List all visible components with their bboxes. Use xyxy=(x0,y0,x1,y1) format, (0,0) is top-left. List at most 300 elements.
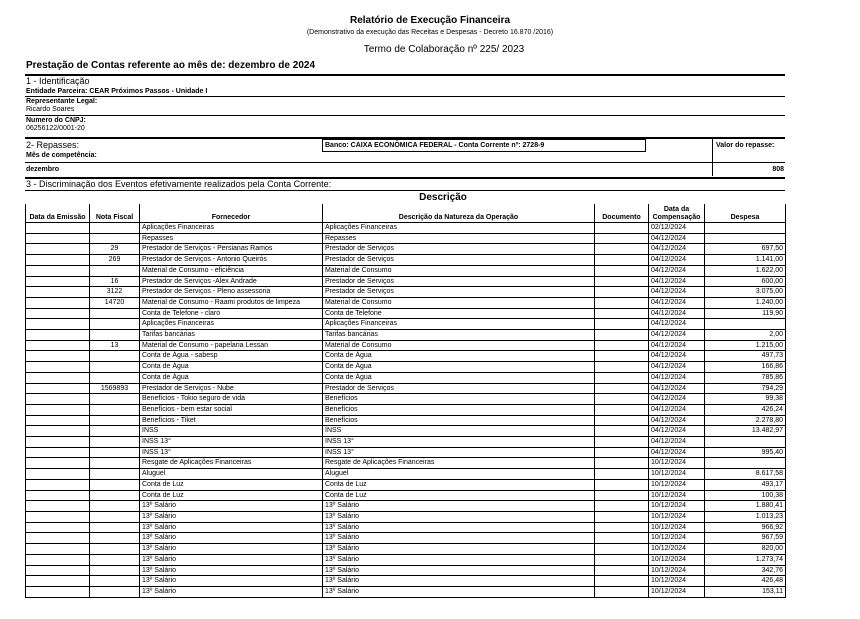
cell-nota-fiscal: 269 xyxy=(90,255,140,266)
cell-despesa xyxy=(705,223,786,234)
cell-documento xyxy=(595,437,649,448)
cell-fornecedor: Material de Consumo - Raami produtos de limpeza xyxy=(140,297,323,308)
cell-despesa: 342,76 xyxy=(705,565,786,576)
cell-natureza: Material de Consumo xyxy=(323,340,595,351)
col-documento: Documento xyxy=(595,204,649,223)
cell-despesa: 820,00 xyxy=(705,544,786,555)
cell-compensacao: 10/12/2024 xyxy=(649,586,705,597)
cell-data-emissao xyxy=(26,308,90,319)
cell-fornecedor: Conta de Água xyxy=(140,372,323,383)
cell-compensacao: 04/12/2024 xyxy=(649,437,705,448)
cell-natureza: 13º Salário xyxy=(323,501,595,512)
table-row xyxy=(26,319,786,330)
eventos-table xyxy=(25,204,786,598)
cell-fornecedor: 13º Salário xyxy=(140,522,323,533)
cell-compensacao: 04/12/2024 xyxy=(649,233,705,244)
cell-nota-fiscal xyxy=(90,479,140,490)
divider xyxy=(25,115,785,116)
cell-compensacao: 10/12/2024 xyxy=(649,565,705,576)
table-row xyxy=(26,426,786,437)
cell-nota-fiscal: 3122 xyxy=(90,287,140,298)
cell-natureza: Resgate de Aplicações Financeiras xyxy=(323,458,595,469)
cell-data-emissao xyxy=(26,586,90,597)
cell-data-emissao xyxy=(26,340,90,351)
cell-nota-fiscal xyxy=(90,351,140,362)
table-row xyxy=(26,340,786,351)
cell-documento xyxy=(595,265,649,276)
cell-fornecedor: Benefícios - Tiket xyxy=(140,415,323,426)
table-row xyxy=(26,362,786,373)
cell-natureza: 13º Salário xyxy=(323,511,595,522)
cell-fornecedor: 13º Salário xyxy=(140,544,323,555)
termo-colaboracao: Termo de Colaboração nº 225/ 2023 xyxy=(363,44,525,55)
representante-label: Representante Legal: xyxy=(26,98,98,105)
cell-compensacao: 10/12/2024 xyxy=(649,469,705,480)
cell-nota-fiscal xyxy=(90,404,140,415)
cell-natureza: Prestador de Serviços xyxy=(323,287,595,298)
cnpj-value: 06256122/0001-20 xyxy=(26,125,85,132)
cell-nota-fiscal xyxy=(90,415,140,426)
cell-natureza: 13º Salário xyxy=(323,576,595,587)
table-header-row xyxy=(26,204,786,223)
cell-compensacao: 04/12/2024 xyxy=(649,447,705,458)
cell-nota-fiscal: 1569893 xyxy=(90,383,140,394)
cell-documento xyxy=(595,394,649,405)
cell-nota-fiscal xyxy=(90,437,140,448)
cell-compensacao: 04/12/2024 xyxy=(649,330,705,341)
cell-despesa: 1.273,74 xyxy=(705,554,786,565)
cell-documento xyxy=(595,362,649,373)
cnpj-label: Numero do CNPJ: xyxy=(26,117,86,124)
cell-nota-fiscal: 14720 xyxy=(90,297,140,308)
cell-data-emissao xyxy=(26,469,90,480)
prestacao-contas: Prestação de Contas referente ao mês de: dezembro de 2024 xyxy=(26,60,316,71)
cell-data-emissao xyxy=(26,479,90,490)
cell-nota-fiscal xyxy=(90,308,140,319)
cell-despesa: 100,38 xyxy=(705,490,786,501)
cell-documento xyxy=(595,255,649,266)
cell-compensacao: 10/12/2024 xyxy=(649,544,705,555)
cell-natureza: Conta de Água xyxy=(323,351,595,362)
cell-despesa xyxy=(705,458,786,469)
cell-fornecedor: INSS xyxy=(140,426,323,437)
cell-data-emissao xyxy=(26,233,90,244)
cell-fornecedor: Prestador de Serviços - Antonio Queirós xyxy=(140,255,323,266)
section-repasses: 2- Repasses: xyxy=(26,140,80,150)
cell-natureza: Benefícios xyxy=(323,404,595,415)
cell-fornecedor: INSS 13° xyxy=(140,437,323,448)
cell-fornecedor: Conta de Água - sabesp xyxy=(140,351,323,362)
cell-compensacao: 04/12/2024 xyxy=(649,297,705,308)
cell-natureza: Prestador de Serviços xyxy=(323,255,595,266)
cell-despesa: 966,92 xyxy=(705,522,786,533)
table-row xyxy=(26,437,786,448)
cell-documento xyxy=(595,576,649,587)
cell-documento xyxy=(595,554,649,565)
cell-nota-fiscal xyxy=(90,458,140,469)
table-row xyxy=(26,308,786,319)
table-row xyxy=(26,554,786,565)
cell-fornecedor: Resgate de Aplicações Financeiras xyxy=(140,458,323,469)
cell-data-emissao xyxy=(26,297,90,308)
cell-despesa: 8.617,58 xyxy=(705,469,786,480)
cell-fornecedor: Material de Consumo - eficiência xyxy=(140,265,323,276)
cell-despesa: 153,11 xyxy=(705,586,786,597)
cell-despesa: 426,24 xyxy=(705,404,786,415)
cell-natureza: Prestador de Serviços xyxy=(323,383,595,394)
cell-nota-fiscal xyxy=(90,554,140,565)
cell-data-emissao xyxy=(26,362,90,373)
cell-data-emissao xyxy=(26,255,90,266)
cell-compensacao: 10/12/2024 xyxy=(649,533,705,544)
cell-documento xyxy=(595,287,649,298)
cell-compensacao: 04/12/2024 xyxy=(649,244,705,255)
cell-nota-fiscal xyxy=(90,469,140,480)
cell-documento xyxy=(595,308,649,319)
cell-despesa xyxy=(705,437,786,448)
table-row xyxy=(26,297,786,308)
cell-despesa: 1.622,00 xyxy=(705,265,786,276)
valor-repasse-value: 808 xyxy=(772,166,784,173)
cell-data-emissao xyxy=(26,522,90,533)
cell-fornecedor: 13º Salário xyxy=(140,554,323,565)
cell-despesa: 1.240,00 xyxy=(705,297,786,308)
table-row xyxy=(26,265,786,276)
table-row xyxy=(26,565,786,576)
cell-nota-fiscal xyxy=(90,522,140,533)
cell-data-emissao xyxy=(26,415,90,426)
cell-despesa: 995,40 xyxy=(705,447,786,458)
cell-data-emissao xyxy=(26,501,90,512)
cell-despesa: 1.013,23 xyxy=(705,511,786,522)
cell-data-emissao xyxy=(26,511,90,522)
cell-documento xyxy=(595,565,649,576)
cell-nota-fiscal xyxy=(90,319,140,330)
cell-nota-fiscal xyxy=(90,533,140,544)
cell-data-emissao xyxy=(26,276,90,287)
cell-natureza: Prestador de Serviços xyxy=(323,244,595,255)
cell-natureza: Prestador de Serviços xyxy=(323,276,595,287)
cell-fornecedor: Prestador de Serviços -Alex Andrade xyxy=(140,276,323,287)
cell-data-emissao xyxy=(26,533,90,544)
cell-compensacao: 10/12/2024 xyxy=(649,479,705,490)
cell-documento xyxy=(595,297,649,308)
cell-compensacao: 04/12/2024 xyxy=(649,383,705,394)
cell-fornecedor: Prestador de Serviços - Nube xyxy=(140,383,323,394)
cell-natureza: 13º Salário xyxy=(323,586,595,597)
col-compensacao: Data da Compensação xyxy=(649,204,705,223)
cell-despesa: 697,50 xyxy=(705,244,786,255)
table-row xyxy=(26,469,786,480)
cell-documento xyxy=(595,383,649,394)
table-row xyxy=(26,233,786,244)
cell-data-emissao xyxy=(26,437,90,448)
mes-competencia-label: Mês de competência: xyxy=(26,152,97,159)
table-row xyxy=(26,458,786,469)
cell-compensacao: 04/12/2024 xyxy=(649,340,705,351)
cell-fornecedor: Tarifas bancárias xyxy=(140,330,323,341)
cell-compensacao: 04/12/2024 xyxy=(649,265,705,276)
cell-data-emissao xyxy=(26,223,90,234)
cell-despesa: 967,59 xyxy=(705,533,786,544)
divider xyxy=(25,162,785,163)
cell-fornecedor: Conta de Luz xyxy=(140,479,323,490)
cell-fornecedor: 13º Salário xyxy=(140,565,323,576)
cell-documento xyxy=(595,244,649,255)
cell-compensacao: 04/12/2024 xyxy=(649,287,705,298)
cell-despesa: 13.482,97 xyxy=(705,426,786,437)
cell-compensacao: 02/12/2024 xyxy=(649,223,705,234)
cell-fornecedor: Conta de Água xyxy=(140,362,323,373)
report-subtitle: (Demonstrativo da execução das Receitas e Despesas - Decreto 16.870 /2016) xyxy=(306,29,554,36)
cell-compensacao: 10/12/2024 xyxy=(649,522,705,533)
cell-compensacao: 04/12/2024 xyxy=(649,255,705,266)
cell-natureza: Conta de Luz xyxy=(323,490,595,501)
cell-natureza: 13º Salário xyxy=(323,565,595,576)
cell-data-emissao xyxy=(26,265,90,276)
table-row xyxy=(26,501,786,512)
cell-fornecedor: 13º Salário xyxy=(140,576,323,587)
cell-data-emissao xyxy=(26,394,90,405)
table-row xyxy=(26,447,786,458)
section-discriminacao: 3 - Discriminação dos Eventos efetivamente realizados pela Conta Corrente: xyxy=(26,179,332,189)
cell-compensacao: 04/12/2024 xyxy=(649,362,705,373)
cell-natureza: INSS xyxy=(323,426,595,437)
col-despesa: Despesa xyxy=(705,204,786,223)
divider xyxy=(25,190,785,191)
cell-data-emissao xyxy=(26,426,90,437)
cell-documento xyxy=(595,426,649,437)
cell-nota-fiscal xyxy=(90,394,140,405)
cell-fornecedor: 13º Salário xyxy=(140,501,323,512)
cell-fornecedor: 13º Salário xyxy=(140,586,323,597)
table-row xyxy=(26,544,786,555)
cell-despesa: 2.278,80 xyxy=(705,415,786,426)
cell-despesa: 600,00 xyxy=(705,276,786,287)
cell-natureza: Conta de Luz xyxy=(323,479,595,490)
table-row xyxy=(26,383,786,394)
table-row xyxy=(26,490,786,501)
cell-documento xyxy=(595,458,649,469)
table-row xyxy=(26,394,786,405)
cell-nota-fiscal xyxy=(90,362,140,373)
table-row xyxy=(26,223,786,234)
table-row xyxy=(26,276,786,287)
table-row xyxy=(26,330,786,341)
cell-documento xyxy=(595,276,649,287)
cell-fornecedor: 13º Salário xyxy=(140,533,323,544)
cell-documento xyxy=(595,404,649,415)
cell-documento xyxy=(595,223,649,234)
cell-despesa: 497,73 xyxy=(705,351,786,362)
cell-documento xyxy=(595,490,649,501)
cell-despesa: 119,90 xyxy=(705,308,786,319)
cell-nota-fiscal xyxy=(90,511,140,522)
cell-natureza: Conta de Telefone xyxy=(323,308,595,319)
cell-compensacao: 04/12/2024 xyxy=(649,394,705,405)
cell-natureza: INSS 13° xyxy=(323,437,595,448)
cell-despesa: 1.215,00 xyxy=(705,340,786,351)
col-fornecedor: Fornecedor xyxy=(140,204,323,223)
cell-data-emissao xyxy=(26,244,90,255)
cell-fornecedor: INSS 13° xyxy=(140,447,323,458)
table-row xyxy=(26,287,786,298)
cell-fornecedor: 13º Salário xyxy=(140,511,323,522)
cell-data-emissao xyxy=(26,554,90,565)
cell-documento xyxy=(595,469,649,480)
cell-despesa xyxy=(705,233,786,244)
cell-data-emissao xyxy=(26,447,90,458)
cell-natureza: Conta de Água xyxy=(323,362,595,373)
cell-natureza: 13º Salário xyxy=(323,554,595,565)
cell-compensacao: 04/12/2024 xyxy=(649,404,705,415)
table-row xyxy=(26,576,786,587)
cell-compensacao: 10/12/2024 xyxy=(649,501,705,512)
cell-fornecedor: Aluguel xyxy=(140,469,323,480)
cell-nota-fiscal xyxy=(90,426,140,437)
table-row xyxy=(26,255,786,266)
cell-nota-fiscal xyxy=(90,586,140,597)
cell-documento xyxy=(595,319,649,330)
cell-documento xyxy=(595,522,649,533)
col-natureza: Descrição da Natureza da Operação xyxy=(323,204,595,223)
cell-despesa: 785,86 xyxy=(705,372,786,383)
table-row xyxy=(26,404,786,415)
cell-despesa: 99,38 xyxy=(705,394,786,405)
cell-fornecedor: Aplicações Financeiras xyxy=(140,319,323,330)
cell-data-emissao xyxy=(26,372,90,383)
cell-fornecedor: Conta de Luz xyxy=(140,490,323,501)
cell-nota-fiscal xyxy=(90,330,140,341)
cell-compensacao: 04/12/2024 xyxy=(649,415,705,426)
cell-fornecedor: Prestador de Serviços - Persianas Ramos xyxy=(140,244,323,255)
cell-natureza: 13º Salário xyxy=(323,544,595,555)
col-data-emissao: Data da Emissão xyxy=(26,204,90,223)
cell-nota-fiscal xyxy=(90,223,140,234)
cell-natureza: 13º Salário xyxy=(323,522,595,533)
table-row xyxy=(26,351,786,362)
cell-natureza: Aplicações Financeiras xyxy=(323,319,595,330)
table-row xyxy=(26,586,786,597)
cell-natureza: 13º Salário xyxy=(323,533,595,544)
descricao-heading: Descrição xyxy=(419,192,467,203)
cell-compensacao: 10/12/2024 xyxy=(649,554,705,565)
cell-natureza: Material de Consumo xyxy=(323,297,595,308)
cell-documento xyxy=(595,330,649,341)
cell-data-emissao xyxy=(26,576,90,587)
mes-competencia-value: dezembro xyxy=(26,166,60,173)
cell-documento xyxy=(595,511,649,522)
cell-compensacao: 04/12/2024 xyxy=(649,319,705,330)
cell-documento xyxy=(595,340,649,351)
cell-despesa: 794,29 xyxy=(705,383,786,394)
cell-despesa: 166,86 xyxy=(705,362,786,373)
cell-compensacao: 10/12/2024 xyxy=(649,576,705,587)
cell-compensacao: 10/12/2024 xyxy=(649,511,705,522)
cell-nota-fiscal xyxy=(90,576,140,587)
cell-documento xyxy=(595,586,649,597)
cell-nota-fiscal xyxy=(90,544,140,555)
table-row xyxy=(26,511,786,522)
cell-data-emissao xyxy=(26,490,90,501)
cell-nota-fiscal xyxy=(90,490,140,501)
cell-data-emissao xyxy=(26,383,90,394)
cell-compensacao: 04/12/2024 xyxy=(649,351,705,362)
col-nota-fiscal: Nota Fiscal xyxy=(90,204,140,223)
table-row xyxy=(26,533,786,544)
cell-fornecedor: Material de Consumo - papelaria Lessan xyxy=(140,340,323,351)
cell-natureza: Repasses xyxy=(323,233,595,244)
cell-compensacao: 04/12/2024 xyxy=(649,426,705,437)
cell-data-emissao xyxy=(26,565,90,576)
cell-natureza: Tarifas bancárias xyxy=(323,330,595,341)
cell-natureza: Benefícios xyxy=(323,394,595,405)
cell-documento xyxy=(595,415,649,426)
cell-nota-fiscal xyxy=(90,372,140,383)
cell-fornecedor: Conta de Telefone - claro xyxy=(140,308,323,319)
cell-compensacao: 10/12/2024 xyxy=(649,490,705,501)
cell-data-emissao xyxy=(26,404,90,415)
cell-nota-fiscal: 13 xyxy=(90,340,140,351)
cell-despesa: 1.880,41 xyxy=(705,501,786,512)
cell-nota-fiscal xyxy=(90,501,140,512)
table-row xyxy=(26,244,786,255)
cell-data-emissao xyxy=(26,330,90,341)
cell-documento xyxy=(595,479,649,490)
cell-data-emissao xyxy=(26,458,90,469)
cell-fornecedor: Repasses xyxy=(140,233,323,244)
cell-documento xyxy=(595,351,649,362)
cell-nota-fiscal xyxy=(90,233,140,244)
cell-natureza: Benefícios xyxy=(323,415,595,426)
cell-fornecedor: Benefícios - Tokio seguro de vida xyxy=(140,394,323,405)
cell-compensacao: 04/12/2024 xyxy=(649,276,705,287)
cell-natureza: Aplicações Financeiras xyxy=(323,223,595,234)
cell-despesa: 2,00 xyxy=(705,330,786,341)
cell-data-emissao xyxy=(26,351,90,362)
cell-data-emissao xyxy=(26,287,90,298)
cell-compensacao: 04/12/2024 xyxy=(649,308,705,319)
cell-despesa xyxy=(705,319,786,330)
report-title: Relatório de Execução Financeira xyxy=(349,15,511,26)
divider xyxy=(25,96,785,97)
cell-documento xyxy=(595,501,649,512)
cell-compensacao: 10/12/2024 xyxy=(649,458,705,469)
section-identificacao: 1 - Identificação xyxy=(26,76,90,86)
cell-natureza: Aluguel xyxy=(323,469,595,480)
cell-documento xyxy=(595,533,649,544)
table-row xyxy=(26,415,786,426)
cell-fornecedor: Prestador de Serviços - Pleno assessoria xyxy=(140,287,323,298)
cell-fornecedor: Aplicações Financeiras xyxy=(140,223,323,234)
cell-documento xyxy=(595,233,649,244)
banco-info: Banco: CAIXA ECONÔMICA FEDERAL - Conta Corrente nº: 2728-9 xyxy=(325,142,545,149)
cell-despesa: 426,48 xyxy=(705,576,786,587)
cell-data-emissao xyxy=(26,544,90,555)
entidade-parceira: Entidade Parceira: CEAR Próximos Passos - Unidade I xyxy=(26,88,208,95)
table-row xyxy=(26,372,786,383)
cell-despesa: 1.141,00 xyxy=(705,255,786,266)
cell-natureza: Conta de Água xyxy=(323,372,595,383)
representante-value: Ricardo Soares xyxy=(26,106,75,113)
cell-documento xyxy=(595,447,649,458)
cell-despesa: 3.075,00 xyxy=(705,287,786,298)
table-row xyxy=(26,479,786,490)
cell-nota-fiscal: 29 xyxy=(90,244,140,255)
cell-compensacao: 04/12/2024 xyxy=(649,372,705,383)
cell-nota-fiscal: 16 xyxy=(90,276,140,287)
cell-natureza: Material de Consumo xyxy=(323,265,595,276)
